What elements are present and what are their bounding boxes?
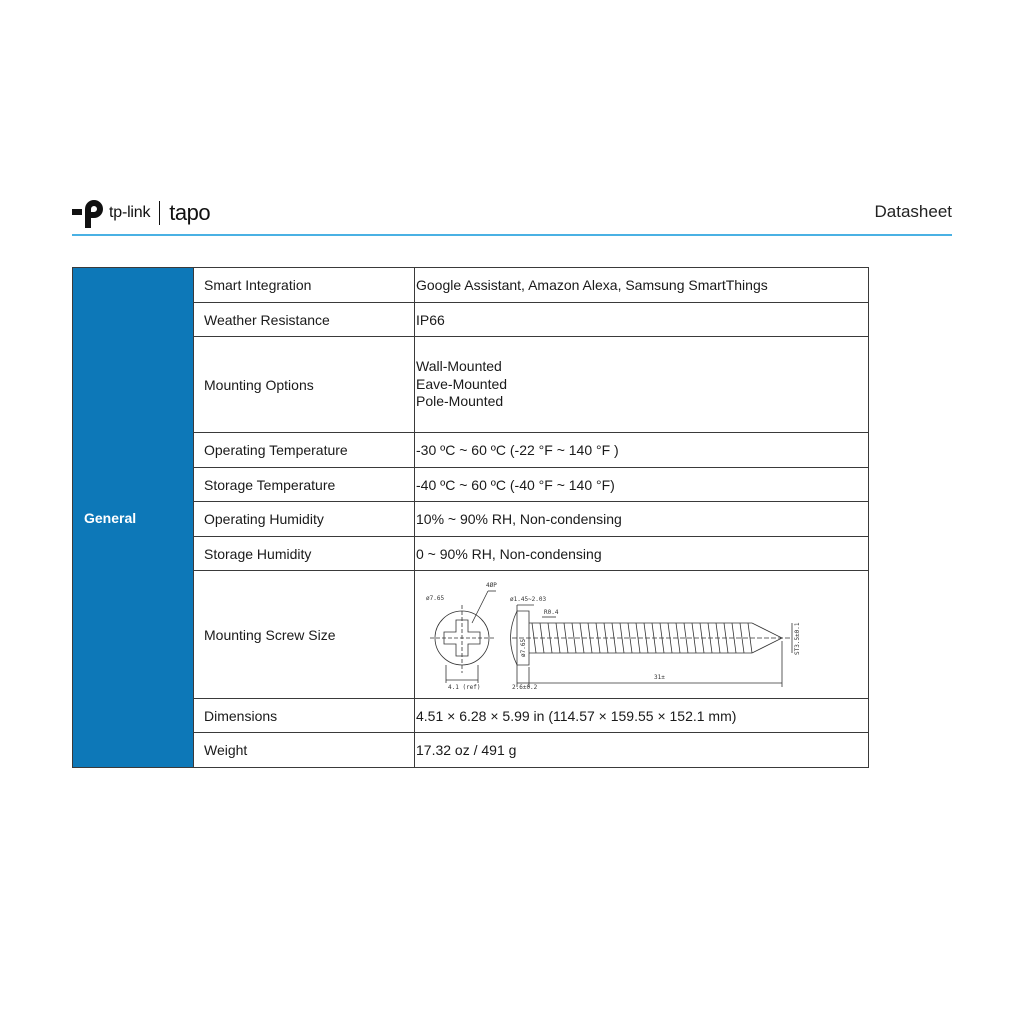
row-label: Weight	[194, 733, 415, 768]
doc-title: Datasheet	[874, 202, 952, 221]
row-label: Storage Temperature	[194, 468, 415, 502]
logo-divider	[159, 201, 160, 225]
tp-link-icon	[72, 196, 106, 230]
mounting-option: Pole-Mounted	[416, 393, 504, 410]
brand-name: tp-link	[109, 204, 151, 221]
row-value	[415, 571, 869, 699]
section-label: General	[73, 268, 194, 768]
dim-thread: ST3.5±0.1	[794, 621, 801, 655]
row-label: Weather Resistance	[194, 303, 415, 337]
row-value: -40 ºC ~ 60 ºC (-40 °F ~ 140 °F)	[415, 468, 869, 502]
mounting-option: Wall-Mounted	[416, 358, 502, 375]
row-label: Operating Humidity	[194, 502, 415, 537]
screw-drawing	[422, 575, 822, 695]
row-label: Smart Integration	[194, 268, 415, 303]
row-label: Mounting Options	[194, 337, 415, 433]
product-name: tapo	[169, 200, 211, 225]
header-rule	[72, 234, 952, 236]
row-label: Dimensions	[194, 699, 415, 733]
row-label: Mounting Screw Size	[194, 571, 415, 699]
brand-logo	[72, 195, 210, 231]
dim-head-diameter: ø7.65	[426, 594, 445, 602]
table-row	[73, 268, 869, 303]
page-header	[72, 193, 952, 233]
dim-head-side: ø7.65	[520, 638, 527, 657]
dim-shank: ø1.45~2.03	[510, 595, 547, 603]
row-label: Operating Temperature	[194, 433, 415, 468]
row-value: 4.51 × 6.28 × 5.99 in (114.57 × 159.55 × 152.1 mm)	[415, 699, 869, 733]
row-value: Google Assistant, Amazon Alexa, Samsung SmartThings	[415, 268, 869, 303]
row-value: 10% ~ 90% RH, Non-condensing	[415, 502, 869, 537]
mounting-option: Eave-Mounted	[416, 375, 508, 392]
row-value: IP66	[415, 303, 869, 337]
dim-head-height: 2.6±0.2	[512, 683, 538, 691]
dim-length: 31±	[654, 673, 665, 681]
row-value: 0 ~ 90% RH, Non-condensing	[415, 537, 869, 571]
dim-ref: 4.1 (ref)	[448, 683, 481, 691]
row-label: Storage Humidity	[194, 537, 415, 571]
spec-table	[72, 267, 869, 768]
dim-drive: 4ØP	[486, 581, 497, 589]
row-value	[415, 337, 869, 433]
dim-radius: R0.4	[544, 608, 559, 616]
row-value: -30 ºC ~ 60 ºC (-22 °F ~ 140 °F )	[415, 433, 869, 468]
row-value: 17.32 oz / 491 g	[415, 733, 869, 768]
